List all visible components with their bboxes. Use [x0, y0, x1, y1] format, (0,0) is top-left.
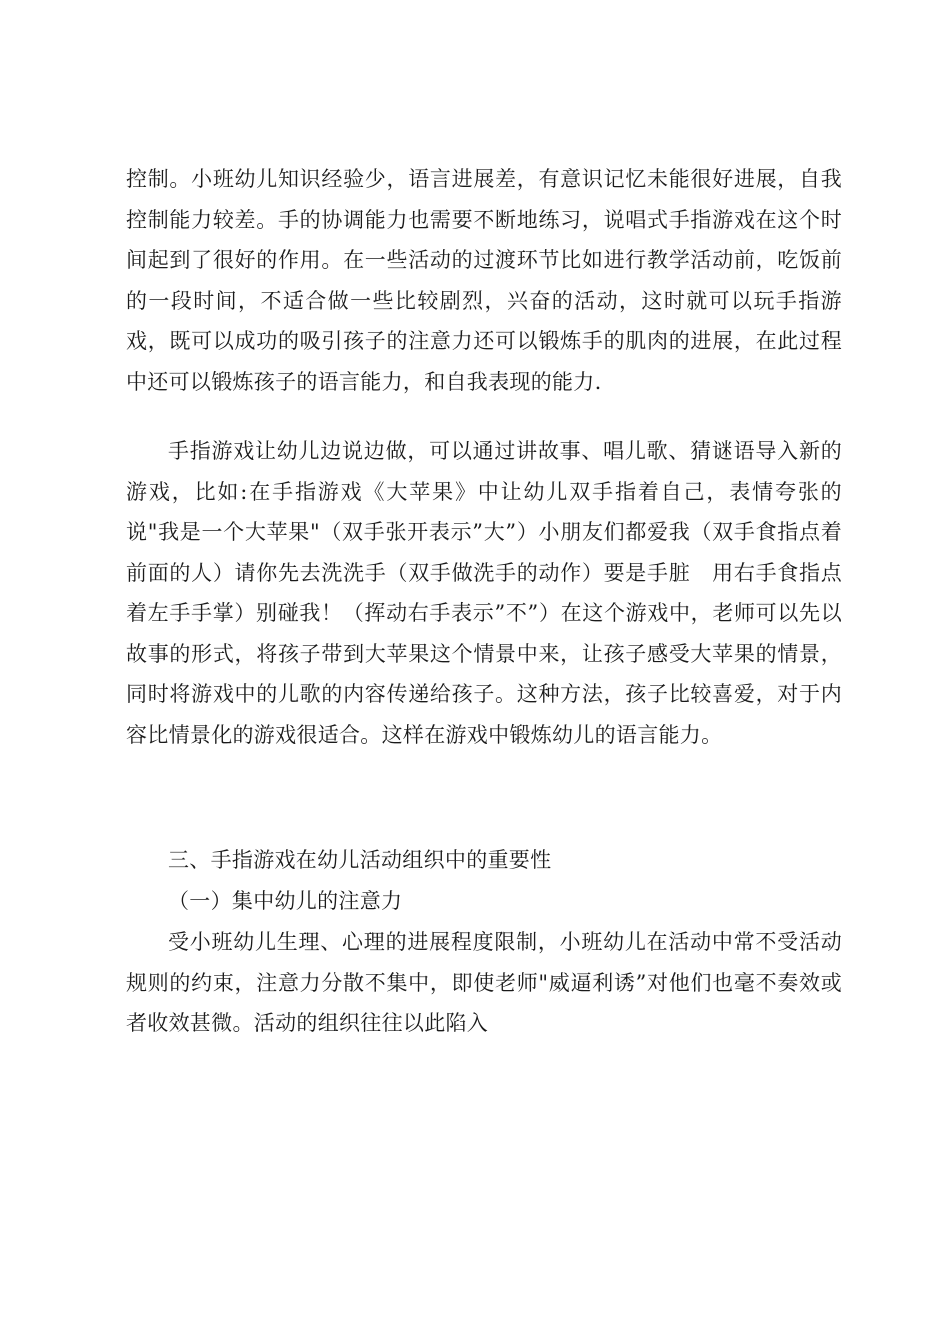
body-paragraph-3: 受小班幼儿生理、心理的进展程度限制，小班幼儿在活动中常不受活动规则的约束，注意力分散不集中，即使老师"威逼利诱”对他们也毫不奏效或者收效甚微。活动的组织往往以此陷入	[126, 930, 842, 1035]
body-paragraph-1: 控制。小班幼儿知识经验少，语言进展差，有意识记忆未能很好进展，自我控制能力较差。手的协调能力也需要不断地练习，说唱式手指游戏在这个时间起到了很好的作用。在一些活动的过渡环节比如进行教学活动前，吃饭前的一段时间，不适合做一些比较剧烈，兴奋的活动，这时就可以玩手指游戏，既可以成功的吸引孩子的注意力还可以锻炼手的肌肉的进展，在此过程中还可以锻炼孩子的语言能力，和自我表现的能力.	[126, 167, 842, 394]
section-heading: 三、手指游戏在幼儿活动组织中的重要性	[168, 848, 552, 872]
sub-heading: （一）集中幼儿的注意力	[168, 889, 403, 913]
body-paragraph-2: 手指游戏让幼儿边说边做，可以通过讲故事、唱儿歌、猜谜语导入新的游戏，比如:在手指游戏《大苹果》中让幼儿双手指着自己，表情夸张的说"我是一个大苹果"（双手张开表示”大”）小朋友们都爱我（双手食指点着前面的人）请你先去洗洗手（双手做洗手的动作）要是手脏 用右手食指点着左手手掌）别碰我！（挥动右手表示”不”）在这个游戏中，老师可以先以故事的形式，将孩子带到大苹果这个情景中来，让孩子感受大苹果的情景，同时将游戏中的儿歌的内容传递给孩子。这种方法，孩子比较喜爱，对于内容比情景化的游戏很适合。这样在游戏中锻炼幼儿的语言能力。	[126, 439, 842, 747]
